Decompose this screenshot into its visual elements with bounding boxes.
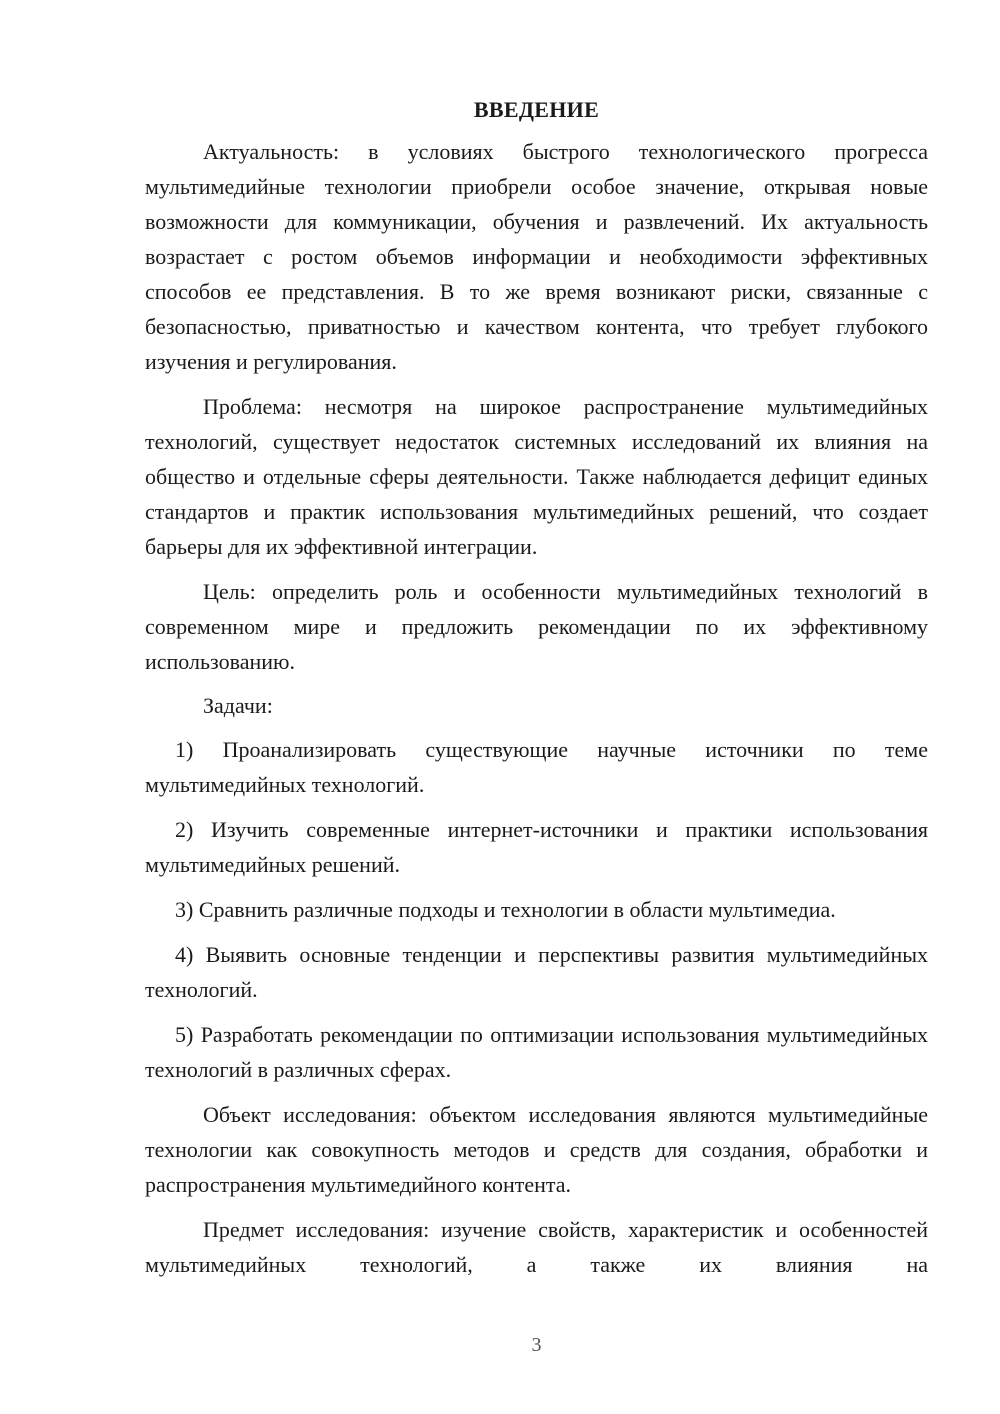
relevance-paragraph: Актуальность: в условиях быстрого технологического прогресса мультимедийные технологии приобрели особое значение, открывая новые возможности для коммуникации, обучения и развлечений. Их актуальность возрастает с ростом объемов информации и необходимости эффективных способов ее представления. В то же время возникают риски, связанные с безопасностью, приватностью и качеством контента, что требует глубокого изучения и регулирования.: [145, 139, 928, 374]
task-item-3: 3) Сравнить различные подходы и технологии в области мультимедиа.: [175, 897, 836, 922]
research-object-paragraph: Объект исследования: объектом исследования являются мультимедийные технологии как совокупность методов и средств для создания, обработки и распространения мультимедийного контента.: [145, 1102, 928, 1197]
goal-paragraph: Цель: определить роль и особенности мультимедийных технологий в современном мире и предложить рекомендации по их эффективному использованию.: [145, 579, 928, 674]
page-number: 3: [531, 1334, 542, 1356]
task-item-4: 4) Выявить основные тенденции и перспективы развития мультимедийных технологий.: [145, 942, 928, 1002]
section-title: ВВЕДЕНИЕ: [473, 97, 600, 122]
task-item-5: 5) Разработать рекомендации по оптимизации использования мультимедийных технологий в различных сферах.: [145, 1022, 928, 1082]
task-item-1: 1) Проанализировать существующие научные источники по теме мультимедийных технологий.: [145, 737, 928, 797]
document-page: [145, 88, 928, 1282]
research-subject-paragraph: Предмет исследования: изучение свойств, характеристик и особенностей мультимедийных технологий, а также их влияния на: [145, 1217, 928, 1277]
tasks-heading: Задачи:: [203, 693, 273, 718]
task-item-2: 2) Изучить современные интернет-источники и практики использования мультимедийных решений.: [145, 817, 928, 877]
problem-paragraph: Проблема: несмотря на широкое распространение мультимедийных технологий, существует недостаток системных исследований их влияния на общество и отдельные сферы деятельности. Также наблюдается дефицит единых стандартов и практик использования мультимедийных решений, что создает барьеры для их эффективной интеграции.: [145, 394, 928, 559]
